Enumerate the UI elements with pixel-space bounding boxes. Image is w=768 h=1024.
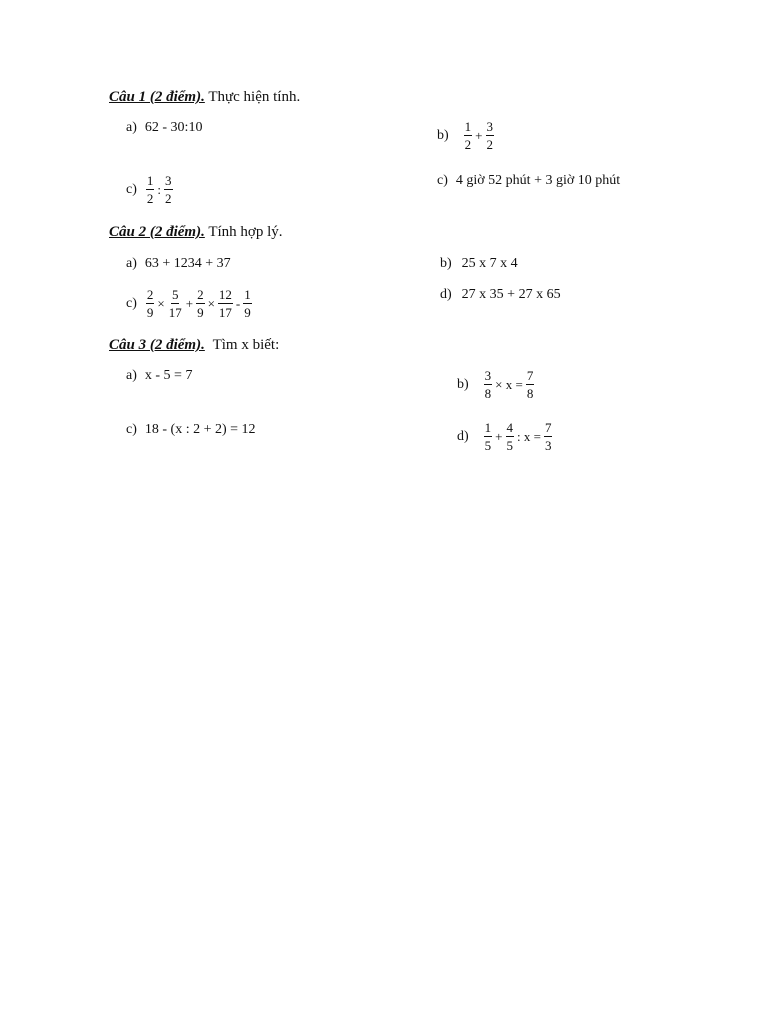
question-3-heading <box>109 337 279 354</box>
operator: + <box>495 428 503 444</box>
operator: × <box>207 295 215 311</box>
question-3-label: Câu 3 (2 điểm). <box>109 337 205 353</box>
expression: 27 x 35 + 27 x 65 <box>461 287 561 302</box>
item-letter: a) <box>126 120 137 135</box>
item-letter: a) <box>126 368 137 383</box>
q2-item-d <box>440 287 561 303</box>
fraction: $\frac{2}{9}$ <box>146 287 154 320</box>
item-letter: c) <box>126 295 137 311</box>
question-1-heading <box>109 89 300 106</box>
expression: 62 - 30:10 <box>144 120 203 135</box>
operator: + <box>185 295 194 311</box>
expression: 18 - (x : 2 + 2) = 12 <box>144 422 256 437</box>
expression: 4 giờ 52 phút + 3 giờ 10 phút <box>455 173 621 188</box>
q2-item-b <box>440 256 518 272</box>
fraction: $\frac{3}{8}$ <box>484 368 492 401</box>
q3-item-b <box>457 369 535 400</box>
q1-item-a <box>126 120 202 136</box>
q1-item-b <box>437 120 495 151</box>
operator: - <box>235 295 241 311</box>
operator: × x = <box>495 376 523 392</box>
q3-item-c <box>126 422 256 438</box>
item-letter: b) <box>440 256 452 271</box>
item-letter: c) <box>126 181 137 197</box>
expression: 63 + 1234 + 37 <box>144 256 231 271</box>
fraction: $\frac{3}{2}$ <box>165 173 172 206</box>
fraction: $\frac{1}{5}$ <box>484 420 492 453</box>
fraction: $\frac{7}{8}$ <box>526 368 534 401</box>
fraction: $\frac{2}{9}$ <box>197 287 204 320</box>
item-letter: c) <box>126 422 137 437</box>
operator: : x = <box>517 428 541 444</box>
question-2-heading <box>109 224 283 241</box>
item-letter: c) <box>437 173 448 188</box>
fraction: $\frac{12}{17}$ <box>218 287 232 320</box>
expression: x - 5 = 7 <box>144 368 193 383</box>
q1-item-c-right <box>437 173 620 189</box>
operator: + <box>475 127 483 143</box>
expression: 25 x 7 x 4 <box>461 256 518 271</box>
fraction: $\frac{7}{3}$ <box>544 420 552 453</box>
fraction: $\frac{3}{2}$ <box>486 119 494 152</box>
item-letter: a) <box>126 256 137 271</box>
q2-item-a <box>126 256 231 272</box>
question-1-instruction: Thực hiện tính. <box>208 89 301 105</box>
fraction: $\frac{1}{9}$ <box>244 287 251 320</box>
item-letter: d) <box>457 428 469 444</box>
fraction: $\frac{1}{2}$ <box>146 173 154 206</box>
q3-item-a <box>126 368 192 384</box>
q1-item-c-left <box>126 174 174 205</box>
operator: × <box>157 295 165 311</box>
question-1-label: Câu 1 (2 điểm). <box>109 89 205 105</box>
fraction: $\frac{4}{5}$ <box>506 420 514 453</box>
question-2-label: Câu 2 (2 điểm). <box>109 224 205 240</box>
question-3-instruction: Tìm x biết: <box>212 337 280 353</box>
q3-item-d <box>457 421 553 452</box>
q2-item-c <box>126 288 253 319</box>
operator: : <box>157 181 162 197</box>
fraction: $\frac{5}{17}$ <box>168 287 182 320</box>
item-letter: d) <box>440 287 452 302</box>
question-2-instruction: Tính hợp lý. <box>208 224 283 240</box>
item-letter: b) <box>437 127 449 143</box>
item-letter: b) <box>457 376 469 392</box>
fraction: $\frac{1}{2}$ <box>464 119 472 152</box>
